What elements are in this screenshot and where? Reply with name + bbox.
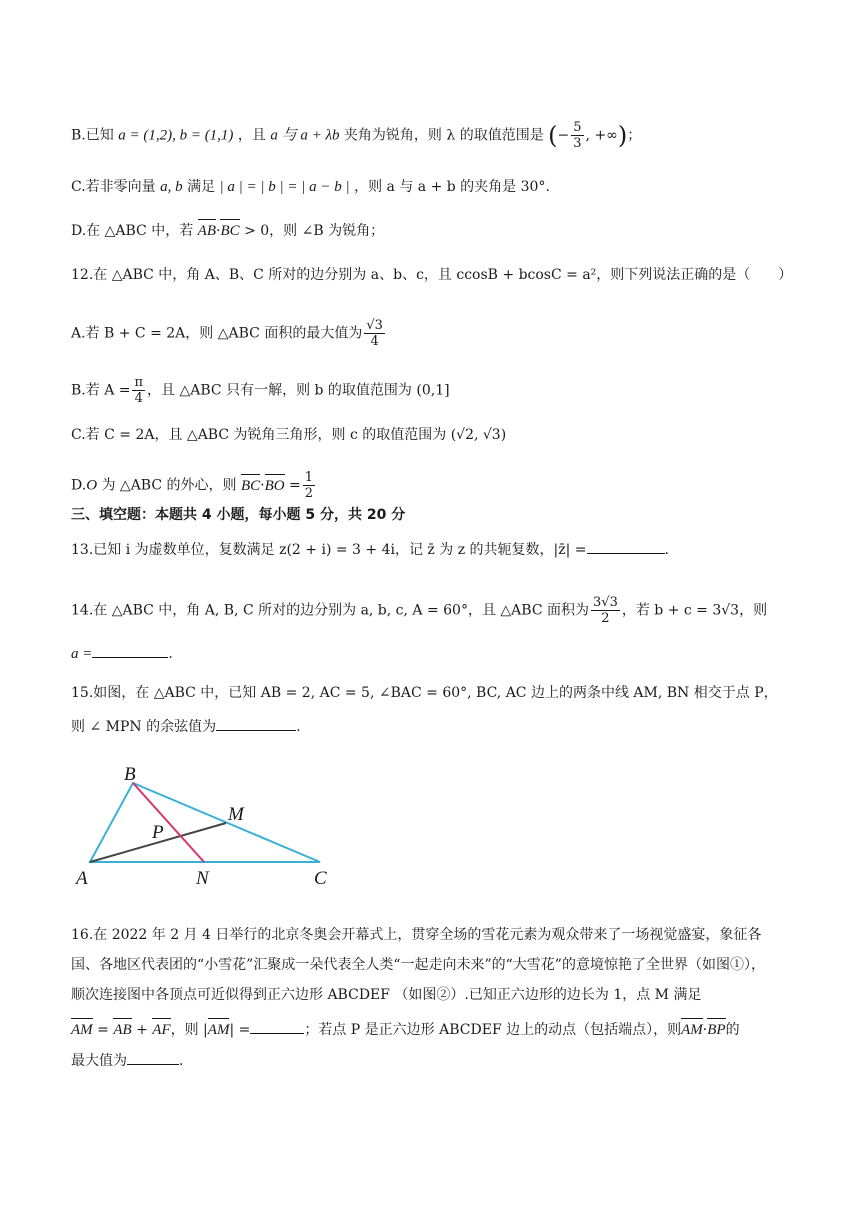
q11-b-mid: ，且 — [237, 127, 266, 144]
q11-d-prefix: D.在 △ABC 中，若 — [71, 223, 194, 239]
q16-vector-ab: AB — [113, 1022, 132, 1038]
q15-line2-text: 则 ∠ MPN 的余弦值为 — [71, 719, 217, 735]
q16-line4-end: 的 — [725, 1022, 740, 1038]
q14-answer-blank[interactable] — [92, 657, 168, 658]
q16-eq: = — [92, 1022, 114, 1038]
q11-b-vectors: a = (1,2), b = (1,1) — [118, 127, 234, 144]
q11-b-range-close: ) — [617, 121, 628, 150]
q14-line1-end: ，若 b + c = 3√3，则 — [621, 602, 768, 619]
q16-vector-am: AM — [71, 1022, 93, 1038]
q14-fraction — [591, 595, 620, 626]
q11-d-vector-ab: AB — [197, 223, 216, 239]
q16-mid1: ，则 | — [170, 1022, 208, 1038]
q15-line2 — [71, 717, 301, 737]
q16-line3: 顺次连接图中各顶点可近似得到正六边形 ABCDEF （如图②）.已知正六边形的边长为 1，点 M 满足 — [71, 987, 702, 1003]
q14-line2-end: . — [168, 646, 173, 662]
q14-line1-text: 14.在 △ABC 中，角 A, B, C 所对的边分别为 a, b, c, A = 60°，且 △ABC 面积为 — [71, 602, 590, 619]
q12-d-fraction — [303, 470, 315, 501]
q12-d-vector-bo: BO — [264, 477, 285, 494]
q11-b-range-den: 3 — [573, 136, 582, 151]
q11-c-cond-label: 满足 — [187, 179, 216, 195]
q16-answer-blank-2[interactable] — [127, 1064, 179, 1065]
q12-b-text: ，且 △ABC 只有一解，则 b 的取值范围为 (0,1] — [147, 382, 450, 399]
q16-vector-am-abs: AM — [207, 1022, 230, 1038]
q12-d-o: O — [86, 477, 98, 494]
q11-b-range-fraction — [571, 120, 583, 151]
q13-end: . — [664, 542, 669, 558]
q13 — [71, 540, 669, 560]
q12-d-prefix: D. — [71, 477, 87, 494]
q11-d-vector-bc: BC — [220, 223, 240, 239]
q16-answer-blank-1[interactable] — [250, 1033, 304, 1034]
q16-line1: 16.在 2022 年 2 月 4 日举行的北京冬奥会开幕式上，贯穿全场的雪花元素为观众带来了一场视觉盛宴，象征各 — [71, 927, 762, 943]
q15-answer-blank[interactable] — [216, 730, 296, 731]
q11-b-range-num: 5 — [573, 120, 582, 135]
q12-option-d — [71, 470, 317, 501]
section-3-title: 三、填空题：本题共 4 小题，每小题 5 分，共 20 分 — [71, 507, 406, 523]
q11-b-range-open: ( — [548, 121, 558, 150]
q12-option-b — [71, 375, 450, 406]
q16-line5-end: . — [179, 1053, 184, 1069]
q13-text: 13.已知 i 为虚数单位，复数满足 z(2 + i) = 3 + 4i，记 z̄ 为 z 的共轭复数，|z̄| = — [71, 542, 587, 558]
q11-d-dot: · — [216, 223, 221, 239]
q12-d-mid: 为 △ABC 的外心，则 — [97, 477, 241, 494]
q12-d-num: 1 — [304, 470, 314, 485]
q16-dot: · — [702, 1022, 708, 1038]
q11-b-range-sign: − — [557, 127, 570, 144]
q16-line4 — [71, 1020, 740, 1040]
q16-mid3: ；若点 P 是正六边形 ABCDEF 边上的动点（包括端点），则 — [304, 1022, 682, 1038]
q12-b-prefix: B.若 A = — [71, 382, 131, 399]
q12-d-eq: = — [284, 477, 301, 494]
q12-d-dot: · — [260, 477, 265, 494]
q12-b-num: π — [134, 375, 144, 390]
triangle-figure — [70, 760, 340, 890]
label-n: N — [196, 868, 209, 889]
label-a: A — [76, 868, 88, 889]
q11-b-expr: a 与 a + λb — [270, 127, 340, 144]
label-m: M — [228, 804, 244, 825]
q12-d-vector-bc: BC — [240, 477, 261, 494]
q12-d-den: 2 — [304, 486, 314, 501]
q12-option-c: C.若 C = 2A，且 △ABC 为锐角三角形，则 c 的取值范围为 (√2, √3) — [71, 427, 507, 443]
q11-c-cond: | a | = | b | = | a − b | — [219, 179, 350, 195]
q16-line2: 国、各地区代表团的“小雪花”汇聚成一朵代表全人类“一起走向未来”的“大雪花”的意境惊艳了全世界（如图①）， — [71, 957, 765, 973]
q16-line5-text: 最大值为 — [71, 1053, 127, 1069]
q11-b-end: ； — [627, 127, 642, 144]
q16-line5 — [71, 1051, 183, 1071]
q16-vector-af: AF — [152, 1022, 171, 1038]
q12-b-den: 4 — [134, 391, 143, 406]
q11-option-b — [71, 120, 641, 151]
q16-vector-am-dot: AM — [681, 1022, 703, 1038]
label-c: C — [314, 868, 327, 889]
q11-d-cond: > 0 — [239, 223, 270, 239]
median-bn — [133, 783, 204, 862]
q14-line1 — [71, 595, 767, 626]
q11-c-prefix: C.若非零向量 — [71, 179, 156, 195]
q12-option-a — [71, 318, 387, 349]
q11-b-prefix: B.已知 — [71, 127, 114, 144]
q11-option-c — [71, 177, 550, 197]
q14-line2-text: a = — [71, 646, 93, 662]
q11-b-text: 夹角为锐角，则 λ 的取值范围是 — [343, 127, 544, 144]
label-b: B — [124, 764, 136, 785]
q16-plus: + — [131, 1022, 153, 1038]
q14-line2 — [71, 644, 173, 664]
q15-line2-end: . — [296, 719, 301, 735]
q16-mid2: | = — [229, 1022, 251, 1038]
q12-stem: 12.在 △ABC 中，角 A、B、C 所对的边分别为 a、b、c，且 ccosB + bcosC = a²，则下列说法正确的是（ ） — [71, 267, 793, 283]
q12-b-fraction — [132, 375, 145, 406]
q14-den: 2 — [601, 611, 610, 626]
q16-vector-bp: BP — [707, 1022, 726, 1038]
label-p: P — [152, 822, 164, 843]
q11-d-text: ，则 ∠B 为锐角； — [269, 223, 385, 239]
q12-a-den: 4 — [370, 334, 379, 349]
q12-a-text: A.若 B + C = 2A，则 △ABC 面积的最大值为 — [71, 325, 363, 342]
q11-c-vectors: a, b — [160, 179, 183, 195]
q11-b-range-end: , +∞ — [585, 127, 618, 144]
q12-a-fraction — [364, 318, 385, 349]
q13-answer-blank[interactable] — [587, 553, 665, 554]
q11-option-d — [71, 221, 384, 241]
q15-line1: 15.如图，在 △ABC 中，已知 AB = 2, AC = 5, ∠BAC = 60°, BC, AC 边上的两条中线 AM, BN 相交于点 P， — [71, 685, 778, 701]
q14-num: 3√3 — [593, 595, 618, 610]
q11-c-text: ，则 a 与 a + b 的夹角是 30°. — [354, 179, 550, 195]
q12-a-num: √3 — [366, 318, 383, 333]
triangle-abc — [90, 783, 320, 862]
